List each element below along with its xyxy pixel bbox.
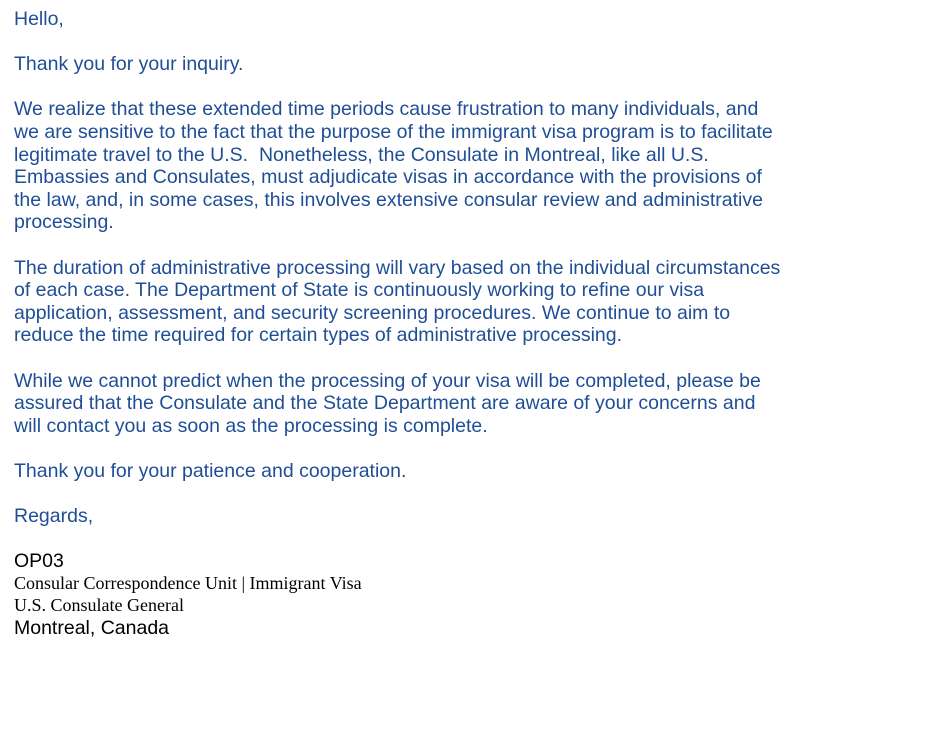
paragraph-visa-delays [14, 98, 914, 234]
paragraph-processing-duration [14, 257, 914, 347]
text-line: processing. [14, 211, 114, 234]
signature-block [14, 550, 914, 640]
signature-code: OP03 [14, 549, 64, 572]
text-line: the law, and, in some cases, this involves extensive consular review and administrative [14, 188, 763, 211]
text-line: application, assessment, and security screening procedures. We continue to aim to [14, 301, 731, 324]
signature-office: U.S. Consulate General [14, 594, 184, 615]
signature-unit: Consular Correspondence Unit | Immigrant Visa [14, 572, 362, 593]
paragraph-gap [14, 76, 914, 99]
paragraph-assurance [14, 370, 914, 438]
text-line: While we cannot predict when the processing of your visa will be completed, please be [14, 369, 761, 392]
text-line: legitimate travel to the U.S. Nonetheless, the Consulate in Montreal, like all U.S. [14, 143, 709, 166]
email-body [14, 8, 914, 640]
paragraph-gap [14, 347, 914, 370]
thanks-patience: Thank you for your patience and cooperation. [14, 459, 407, 482]
text-line: reduce the time required for certain types of administrative processing. [14, 324, 623, 347]
text-line: We realize that these extended time periods cause frustration to many individuals, and [14, 98, 759, 121]
paragraph-gap [14, 234, 914, 257]
thanks-inquiry: Thank you for your inquiry. [14, 53, 244, 76]
paragraph-gap [14, 31, 914, 54]
paragraph-gap [14, 528, 914, 550]
closing: Regards, [14, 505, 94, 528]
text-line: The duration of administrative processing will vary based on the individual circumstances [14, 256, 781, 279]
text-line: Embassies and Consulates, must adjudicate visas in accordance with the provisions of [14, 166, 762, 189]
text-line: we are sensitive to the fact that the purpose of the immigrant visa program is to facilitate [14, 120, 773, 143]
text-line: of each case. The Department of State is continuously working to refine our visa [14, 279, 705, 302]
paragraph-gap [14, 437, 914, 460]
paragraph-gap [14, 482, 914, 505]
signature-location: Montreal, Canada [14, 616, 170, 639]
text-line: assured that the Consulate and the State Department are aware of your concerns and [14, 392, 756, 415]
greeting: Hello, [14, 8, 64, 30]
text-line: will contact you as soon as the processing is complete. [14, 414, 488, 437]
